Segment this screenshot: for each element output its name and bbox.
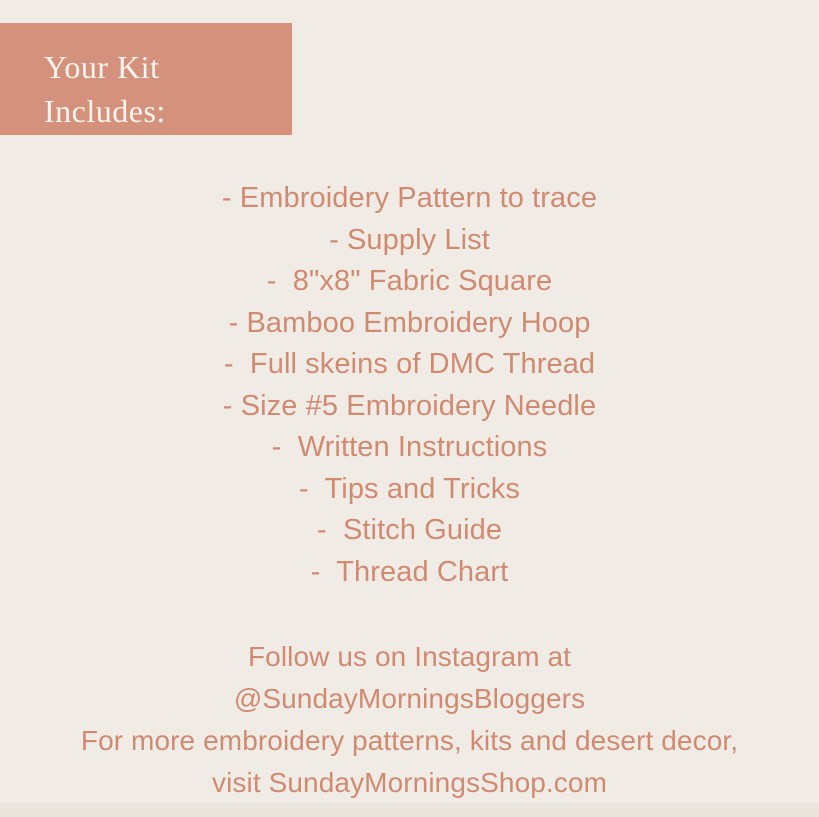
footer-line-instagram-handle: @SundayMorningsBloggers xyxy=(233,683,586,714)
header-banner xyxy=(0,23,292,135)
list-item: - Tips and Tricks xyxy=(299,472,520,505)
list-item: - Bamboo Embroidery Hoop xyxy=(228,306,591,339)
footer-contact-block xyxy=(0,636,819,804)
footer-line-shop-intro: For more embroidery patterns, kits and desert decor, xyxy=(80,725,739,756)
header-title-line-1: Your Kit xyxy=(44,49,160,85)
kit-includes-list xyxy=(0,178,819,593)
bottom-strip xyxy=(0,803,819,817)
list-item: - Full skeins of DMC Thread xyxy=(223,348,596,380)
list-item: - Supply List xyxy=(329,223,490,256)
header-title-line-2: Includes: xyxy=(44,93,166,129)
footer-line-instagram-intro: Follow us on Instagram at xyxy=(247,641,572,672)
list-item: - Stitch Guide xyxy=(316,514,503,546)
list-item: - Thread Chart xyxy=(310,555,509,588)
list-item: - Size #5 Embroidery Needle xyxy=(222,389,597,422)
footer-line-shop-url: visit SundayMorningsShop.com xyxy=(212,767,607,798)
list-item: - Embroidery Pattern to trace xyxy=(221,182,598,214)
list-item: - 8"x8" Fabric Square xyxy=(266,265,553,297)
list-item: - Written Instructions xyxy=(271,431,548,463)
